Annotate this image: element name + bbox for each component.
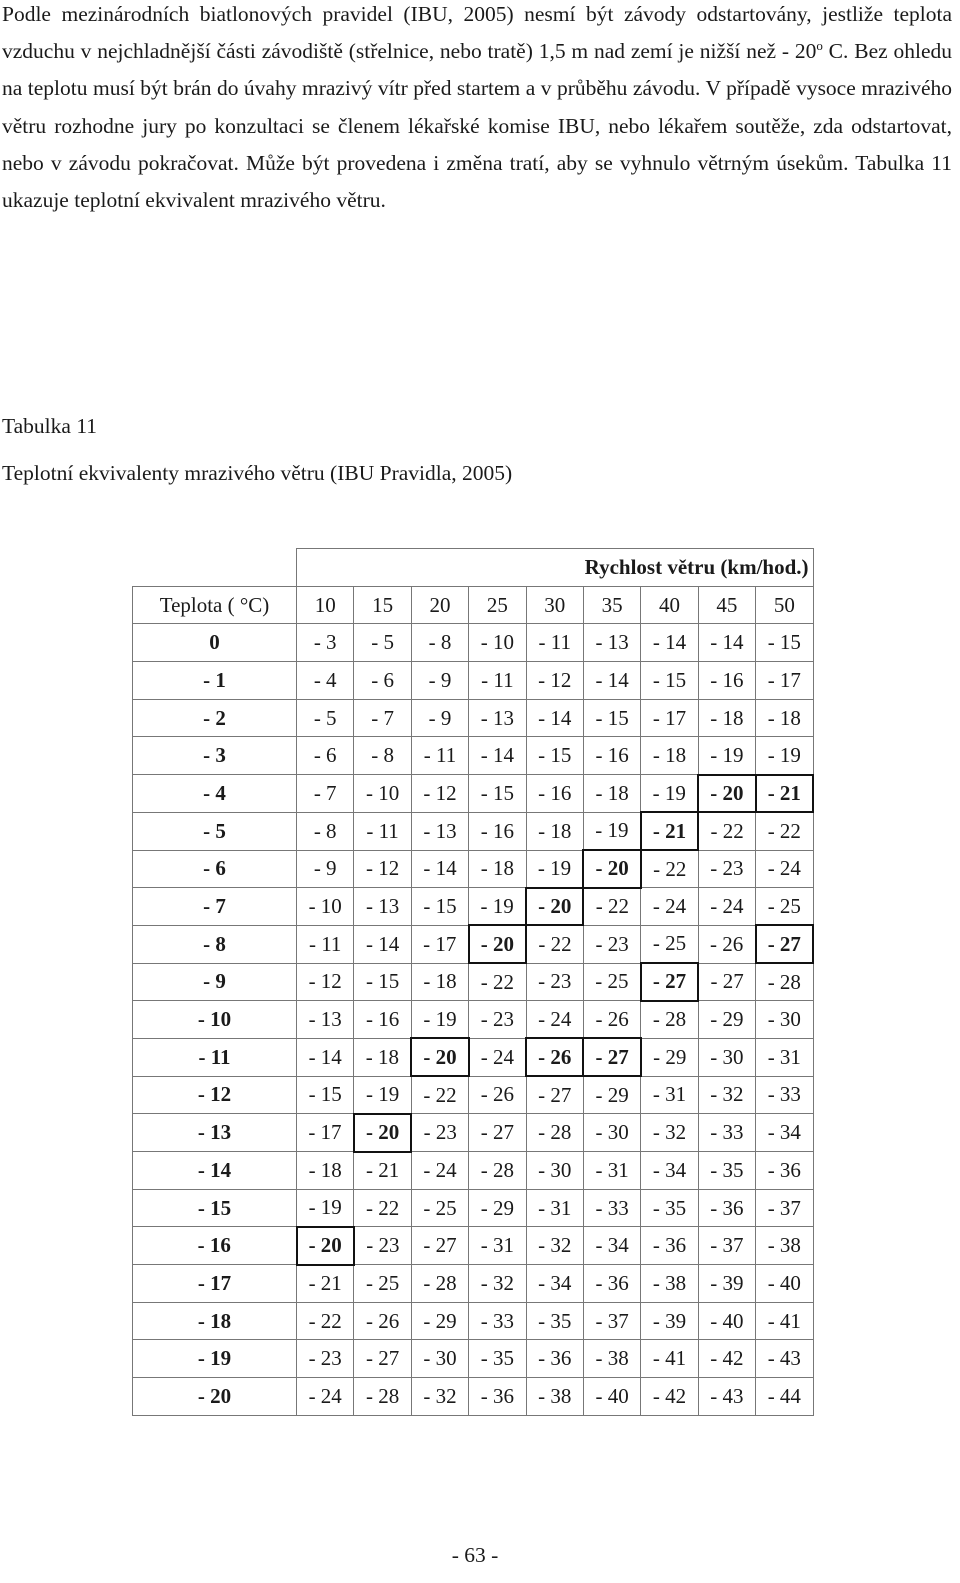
value-cell: - 15	[526, 737, 583, 775]
value-cell: - 27	[698, 963, 755, 1001]
value-cell: - 22	[354, 1189, 411, 1227]
value-cell: - 39	[641, 1302, 698, 1340]
temperature-cell: - 3	[133, 737, 297, 775]
speed-header-cell: 10	[297, 586, 354, 624]
value-cell: - 17	[756, 662, 813, 700]
value-cell: - 31	[641, 1076, 698, 1114]
value-cell: - 9	[297, 850, 354, 888]
value-cell: - 24	[297, 1378, 354, 1416]
value-cell: - 35	[641, 1189, 698, 1227]
temperature-cell: - 14	[133, 1152, 297, 1190]
value-cell: - 36	[469, 1378, 526, 1416]
value-cell: - 36	[583, 1265, 640, 1303]
table-row	[133, 1378, 814, 1416]
temperature-cell: - 5	[133, 812, 297, 850]
value-cell: - 9	[411, 699, 468, 737]
frost-threshold-cell: - 20	[469, 925, 526, 963]
value-cell: - 23	[583, 925, 640, 963]
value-cell: - 19	[526, 850, 583, 888]
value-cell: - 25	[583, 963, 640, 1001]
value-cell: - 23	[526, 963, 583, 1001]
table-row	[133, 1152, 814, 1190]
value-cell: - 21	[297, 1265, 354, 1303]
value-cell: - 28	[526, 1114, 583, 1152]
speed-header-cell: 25	[469, 586, 526, 624]
value-cell: - 17	[411, 925, 468, 963]
value-cell: - 11	[297, 925, 354, 963]
value-cell: - 30	[411, 1340, 468, 1378]
value-cell: - 31	[469, 1227, 526, 1265]
value-cell: - 22	[583, 888, 640, 926]
value-cell: - 33	[583, 1189, 640, 1227]
frost-threshold-cell: - 20	[411, 1038, 468, 1076]
value-cell: - 24	[411, 1152, 468, 1190]
table-row	[133, 963, 814, 1001]
temperature-cell: - 19	[133, 1340, 297, 1378]
value-cell: - 35	[469, 1340, 526, 1378]
degree-sup: o	[816, 38, 823, 54]
speed-values-row	[133, 586, 814, 624]
value-cell: - 44	[756, 1378, 813, 1416]
value-cell: - 13	[297, 1001, 354, 1039]
value-cell: - 19	[641, 775, 698, 813]
value-cell: - 15	[641, 662, 698, 700]
value-cell: - 15	[583, 699, 640, 737]
value-cell: - 7	[297, 775, 354, 813]
value-cell: - 35	[526, 1302, 583, 1340]
speed-header-cell: 50	[756, 586, 813, 624]
value-cell: - 24	[698, 888, 755, 926]
table-row	[133, 812, 814, 850]
value-cell: - 24	[469, 1038, 526, 1076]
value-cell: - 38	[526, 1378, 583, 1416]
temperature-cell: - 16	[133, 1227, 297, 1265]
speed-header-cell: 30	[526, 586, 583, 624]
value-cell: - 38	[641, 1265, 698, 1303]
value-cell: - 28	[469, 1152, 526, 1190]
value-cell: - 35	[698, 1152, 755, 1190]
value-cell: - 16	[583, 737, 640, 775]
value-cell: - 30	[756, 1001, 813, 1039]
table-row	[133, 1076, 814, 1114]
value-cell: - 10	[297, 888, 354, 926]
value-cell: - 18	[641, 737, 698, 775]
table-caption-number: Tabulka 11	[2, 414, 98, 438]
value-cell: - 15	[756, 624, 813, 662]
value-cell: - 32	[411, 1378, 468, 1416]
value-cell: - 43	[756, 1340, 813, 1378]
value-cell: - 5	[297, 699, 354, 737]
value-cell: - 13	[469, 699, 526, 737]
frost-threshold-cell: - 27	[756, 925, 813, 963]
value-cell: - 18	[354, 1038, 411, 1076]
value-cell: - 22	[641, 850, 698, 888]
value-cell: - 23	[698, 850, 755, 888]
value-cell: - 9	[411, 662, 468, 700]
wind-chill-table	[132, 548, 814, 1416]
value-cell: - 28	[354, 1378, 411, 1416]
table-row	[133, 624, 814, 662]
value-cell: - 36	[526, 1340, 583, 1378]
frost-threshold-cell: - 21	[641, 812, 698, 850]
speed-header-cell: 45	[698, 586, 755, 624]
value-cell: - 8	[411, 624, 468, 662]
value-cell: - 18	[297, 1152, 354, 1190]
temperature-cell: - 6	[133, 850, 297, 888]
value-cell: - 18	[469, 850, 526, 888]
value-cell: - 10	[354, 775, 411, 813]
value-cell: - 12	[297, 963, 354, 1001]
value-cell: - 27	[526, 1076, 583, 1114]
value-cell: - 22	[469, 963, 526, 1001]
value-cell: - 32	[469, 1265, 526, 1303]
value-cell: - 12	[526, 662, 583, 700]
temperature-cell: 0	[133, 624, 297, 662]
value-cell: - 18	[756, 699, 813, 737]
value-cell: - 15	[411, 888, 468, 926]
table-row	[133, 1001, 814, 1039]
value-cell: - 40	[756, 1265, 813, 1303]
value-cell: - 23	[469, 1001, 526, 1039]
value-cell: - 37	[583, 1302, 640, 1340]
value-cell: - 39	[698, 1265, 755, 1303]
value-cell: - 12	[411, 775, 468, 813]
speed-header-cell: 40	[641, 586, 698, 624]
frost-threshold-cell: - 20	[583, 850, 640, 888]
value-cell: - 30	[583, 1114, 640, 1152]
value-cell: - 3	[297, 624, 354, 662]
temperature-cell: - 10	[133, 1001, 297, 1039]
value-cell: - 14	[641, 624, 698, 662]
value-cell: - 30	[698, 1038, 755, 1076]
value-cell: - 32	[641, 1114, 698, 1152]
table-row	[133, 1227, 814, 1265]
value-cell: - 19	[756, 737, 813, 775]
speed-header-cell: 15	[354, 586, 411, 624]
value-cell: - 19	[411, 1001, 468, 1039]
temp-header: Teplota ( °C)	[133, 586, 297, 624]
frost-threshold-cell: - 20	[526, 888, 583, 926]
temperature-cell: - 9	[133, 963, 297, 1001]
value-cell: - 13	[583, 624, 640, 662]
value-cell: - 34	[756, 1114, 813, 1152]
value-cell: - 27	[411, 1227, 468, 1265]
value-cell: - 19	[469, 888, 526, 926]
value-cell: - 36	[698, 1189, 755, 1227]
value-cell: - 5	[354, 624, 411, 662]
value-cell: - 19	[698, 737, 755, 775]
table-row	[133, 699, 814, 737]
value-cell: - 26	[698, 925, 755, 963]
corner-cell	[133, 549, 297, 587]
table-row	[133, 775, 814, 813]
value-cell: - 30	[526, 1152, 583, 1190]
value-cell: - 8	[297, 812, 354, 850]
value-cell: - 32	[526, 1227, 583, 1265]
speed-header-cell: 35	[583, 586, 640, 624]
value-cell: - 19	[583, 812, 640, 850]
value-cell: - 28	[756, 963, 813, 1001]
value-cell: - 16	[698, 662, 755, 700]
value-cell: - 23	[297, 1340, 354, 1378]
paragraph-part-1: Podle mezinárodních biatlonových pravidel (IBU, 2005) nesmí být závody odstartovány, jestliže teplota vzduchu v nejchladnější části závodiště (střelnice, nebo tratě) 1,5 m nad zemí je nižší než - 20	[2, 2, 952, 64]
value-cell: - 25	[354, 1265, 411, 1303]
table-row	[133, 1265, 814, 1303]
temperature-cell: - 20	[133, 1378, 297, 1416]
value-cell: - 15	[297, 1076, 354, 1114]
value-cell: - 34	[583, 1227, 640, 1265]
value-cell: - 32	[698, 1076, 755, 1114]
value-cell: - 13	[354, 888, 411, 926]
value-cell: - 14	[297, 1038, 354, 1076]
value-cell: - 6	[297, 737, 354, 775]
table-body	[133, 624, 814, 1415]
value-cell: - 29	[641, 1038, 698, 1076]
value-cell: - 29	[583, 1076, 640, 1114]
table-row	[133, 1302, 814, 1340]
page-number: - 63 -	[451, 1543, 499, 1567]
speed-header-cell: 20	[411, 586, 468, 624]
temperature-cell: - 13	[133, 1114, 297, 1152]
temperature-cell: - 7	[133, 888, 297, 926]
value-cell: - 31	[526, 1189, 583, 1227]
table-row	[133, 850, 814, 888]
value-cell: - 28	[411, 1265, 468, 1303]
value-cell: - 14	[583, 662, 640, 700]
value-cell: - 29	[469, 1189, 526, 1227]
frost-threshold-cell: - 20	[698, 775, 755, 813]
value-cell: - 14	[698, 624, 755, 662]
temperature-cell: - 2	[133, 699, 297, 737]
value-cell: - 14	[469, 737, 526, 775]
table-row	[133, 925, 814, 963]
value-cell: - 22	[297, 1302, 354, 1340]
frost-threshold-cell: - 27	[641, 963, 698, 1001]
value-cell: - 18	[583, 775, 640, 813]
value-cell: - 15	[469, 775, 526, 813]
value-cell: - 22	[698, 812, 755, 850]
value-cell: - 18	[698, 699, 755, 737]
value-cell: - 19	[354, 1076, 411, 1114]
temperature-cell: - 18	[133, 1302, 297, 1340]
frost-threshold-cell: - 20	[297, 1227, 354, 1265]
value-cell: - 26	[583, 1001, 640, 1039]
value-cell: - 22	[756, 812, 813, 850]
value-cell: - 33	[756, 1076, 813, 1114]
value-cell: - 22	[526, 925, 583, 963]
table-row	[133, 1189, 814, 1227]
value-cell: - 31	[756, 1038, 813, 1076]
value-cell: - 18	[526, 812, 583, 850]
paragraph-part-2: C. Bez ohledu na teplotu musí být brán do úvahy mrazivý vítr před startem a v průběhu závodu. V případě vysoce mrazivého větru rozhodne jury po konzultaci se členem lékařské komise IBU, nebo lékařem soutěže, zda odstartovat, nebo v závodu pokračovat. Může být provedena i změna tratí, aby se vyhnulo větrným úsekům. Tabulka 11 ukazuje teplotní ekvivalent mrazivého větru.	[2, 39, 952, 213]
table-row	[133, 737, 814, 775]
value-cell: - 37	[756, 1189, 813, 1227]
value-cell: - 25	[411, 1189, 468, 1227]
value-cell: - 4	[297, 662, 354, 700]
value-cell: - 29	[698, 1001, 755, 1039]
value-cell: - 42	[698, 1340, 755, 1378]
value-cell: - 24	[526, 1001, 583, 1039]
speed-header: Rychlost větru (km/hod.)	[297, 549, 814, 587]
value-cell: - 11	[526, 624, 583, 662]
value-cell: - 29	[411, 1302, 468, 1340]
table-row	[133, 1340, 814, 1378]
value-cell: - 13	[411, 812, 468, 850]
value-cell: - 34	[641, 1152, 698, 1190]
value-cell: - 15	[354, 963, 411, 1001]
value-cell: - 38	[756, 1227, 813, 1265]
value-cell: - 23	[354, 1227, 411, 1265]
speed-title-row	[133, 549, 814, 587]
value-cell: - 27	[469, 1114, 526, 1152]
value-cell: - 27	[354, 1340, 411, 1378]
value-cell: - 34	[526, 1265, 583, 1303]
value-cell: - 42	[641, 1378, 698, 1416]
value-cell: - 6	[354, 662, 411, 700]
value-cell: - 22	[411, 1076, 468, 1114]
frost-threshold-cell: - 20	[354, 1114, 411, 1152]
value-cell: - 17	[297, 1114, 354, 1152]
value-cell: - 33	[698, 1114, 755, 1152]
value-cell: - 7	[354, 699, 411, 737]
value-cell: - 41	[641, 1340, 698, 1378]
value-cell: - 19	[297, 1189, 354, 1227]
value-cell: - 43	[698, 1378, 755, 1416]
temperature-cell: - 12	[133, 1076, 297, 1114]
temperature-cell: - 4	[133, 775, 297, 813]
value-cell: - 38	[583, 1340, 640, 1378]
value-cell: - 40	[583, 1378, 640, 1416]
value-cell: - 16	[526, 775, 583, 813]
value-cell: - 11	[354, 812, 411, 850]
value-cell: - 41	[756, 1302, 813, 1340]
value-cell: - 14	[411, 850, 468, 888]
table-row	[133, 1038, 814, 1076]
temperature-cell: - 8	[133, 925, 297, 963]
table-row	[133, 1114, 814, 1152]
temperature-cell: - 11	[133, 1038, 297, 1076]
value-cell: - 36	[756, 1152, 813, 1190]
value-cell: - 40	[698, 1302, 755, 1340]
value-cell: - 24	[756, 850, 813, 888]
table-row	[133, 888, 814, 926]
value-cell: - 21	[354, 1152, 411, 1190]
value-cell: - 26	[469, 1076, 526, 1114]
table-caption-title: Teplotní ekvivalenty mrazivého větru (IBU Pravidla, 2005)	[2, 461, 513, 485]
body-paragraph	[2, 0, 952, 219]
value-cell: - 25	[641, 925, 698, 963]
frost-threshold-cell: - 26	[526, 1038, 583, 1076]
value-cell: - 24	[641, 888, 698, 926]
value-cell: - 18	[411, 963, 468, 1001]
value-cell: - 16	[469, 812, 526, 850]
value-cell: - 26	[354, 1302, 411, 1340]
temperature-cell: - 1	[133, 662, 297, 700]
value-cell: - 11	[411, 737, 468, 775]
value-cell: - 10	[469, 624, 526, 662]
value-cell: - 36	[641, 1227, 698, 1265]
value-cell: - 31	[583, 1152, 640, 1190]
temperature-cell: - 17	[133, 1265, 297, 1303]
value-cell: - 12	[354, 850, 411, 888]
value-cell: - 11	[469, 662, 526, 700]
value-cell: - 25	[756, 888, 813, 926]
table-row	[133, 662, 814, 700]
value-cell: - 14	[526, 699, 583, 737]
value-cell: - 28	[641, 1001, 698, 1039]
value-cell: - 16	[354, 1001, 411, 1039]
value-cell: - 17	[641, 699, 698, 737]
value-cell: - 14	[354, 925, 411, 963]
value-cell: - 33	[469, 1302, 526, 1340]
temperature-cell: - 15	[133, 1189, 297, 1227]
value-cell: - 37	[698, 1227, 755, 1265]
frost-threshold-cell: - 21	[756, 775, 813, 813]
value-cell: - 23	[411, 1114, 468, 1152]
value-cell: - 8	[354, 737, 411, 775]
frost-threshold-cell: - 27	[583, 1038, 640, 1076]
